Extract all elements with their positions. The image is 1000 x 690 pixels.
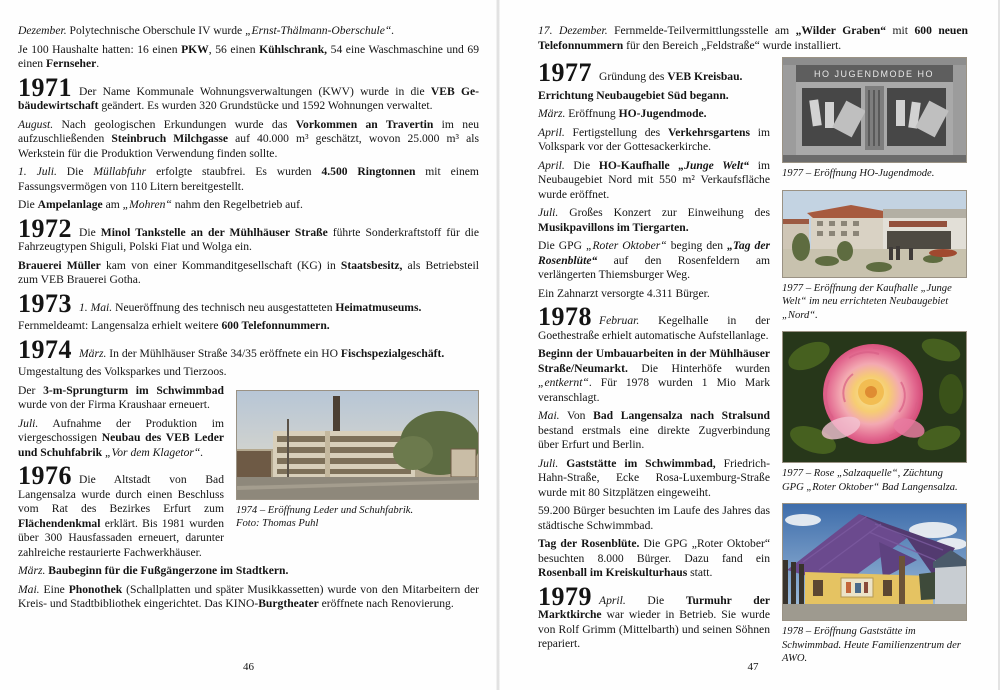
year-heading: 1971: [18, 72, 72, 102]
text-run: März.: [538, 107, 566, 120]
text-run: „Tag der Rosenblüte“: [538, 239, 771, 267]
paragraph: [18, 24, 479, 39]
paragraph: [538, 409, 770, 453]
text-run: für den Bereich „Feldstraße“ wurde installiert.: [623, 38, 842, 52]
text-run: Der: [18, 383, 44, 397]
text-run: .: [96, 57, 100, 70]
shop-sign-text: HO JUGENDMODE HO: [813, 69, 935, 79]
text-run: Die GPG: [538, 239, 587, 252]
page-number-left: 46: [243, 661, 254, 673]
year-paragraph: [18, 288, 479, 318]
text-run: auf 40.000 m³ geschätzt, wovon 25.000 m³ als Werkstein für die Produktion Verwendung finden sollte.: [18, 132, 479, 160]
text-run: Neubau des VEB Leder und Schuhfabrik: [18, 431, 224, 459]
text-run: 4.500 Ringtonnen: [321, 165, 416, 178]
right-page-photo-column: [782, 57, 967, 675]
text-run: April.: [538, 125, 565, 139]
factory-photo-illustration: [237, 391, 478, 499]
year-heading: 1974: [18, 334, 72, 364]
text-run: Fernmeldeamt: Langensalza erhielt weitere: [18, 319, 222, 332]
text-run: war wieder in Betrieb. Sie wurde von Rolf Grimm (Mittelbarth) und seinen Söhnen repariert.: [538, 608, 770, 650]
text-run: Mai.: [538, 409, 560, 422]
photo-block-rose: [782, 331, 967, 494]
text-run: Eröffnung: [565, 107, 619, 120]
text-run: Ein Zahnarzt versorgte 4.311 Bürger.: [538, 286, 710, 300]
text-run: Rosenball im Kreiskulturhaus: [538, 566, 688, 579]
paragraph: [538, 504, 770, 533]
kaufhalle-sign: [889, 221, 947, 227]
text-run: Nach geologischen Erkundungen wurde das: [53, 117, 296, 131]
text-run: Die Hinterhöfe wurden: [627, 361, 770, 375]
ground: [783, 604, 966, 620]
paragraph: [538, 107, 770, 122]
text-run: Flächendenkmal: [18, 516, 101, 530]
text-run: Der Name Kommunale Wohnungsverwaltungen (KWV) wurde in die: [79, 84, 431, 98]
year-paragraph: [18, 72, 479, 114]
text-run: März.: [18, 564, 46, 577]
text-run: Gründung des: [599, 70, 668, 83]
photo-block-ho-jugendmode: [782, 57, 967, 181]
text-run: Juli.: [538, 456, 559, 470]
text-run: 1. Mai.: [79, 300, 113, 314]
text-run: erfolgte staubfrei. Es wurden: [146, 165, 322, 178]
text-run: VEB Kreisbau.: [667, 70, 743, 83]
text-run: führte Sonderkraftstoff für die Fahrzeugtypen Shiguli, Polski Fiat und Wolga ein.: [18, 225, 479, 253]
year-heading: 1972: [18, 213, 72, 243]
text-run: Turmuhr der Marktkirche: [538, 593, 770, 621]
paragraph: [18, 583, 479, 612]
photo-block-gaststaette: [782, 503, 967, 666]
text-run: mit einem Fassungsvermögen von 110 Litern bereitgestellt.: [18, 165, 479, 193]
text-run: Kühlschrank,: [259, 42, 328, 56]
text-run: im Neubaugebiet Nord mit 550 m² Verkaufsfläche wurde eröffnet.: [538, 158, 770, 201]
text-run: Kegelhalle in der Goethestraße erhielt automatische Aufstellanlage.: [538, 314, 770, 342]
text-run: erklärt. Bis 1981 wurden über 300 Hausfassaden erneuert, darunter zahlreiche restaurierte Fachwerkhäuser.: [18, 516, 224, 559]
photo-gaststaette-schwimmbad: [782, 503, 967, 621]
text-run: Februar.: [599, 314, 640, 327]
paragraph: [538, 24, 968, 53]
text-run: HO-Jugendmode.: [618, 107, 707, 120]
text-run: März.: [79, 346, 107, 360]
text-run: Friedrich-Hahn-Straße, Ecke Rosa-Luxemburg-Straße wurde mit 80 Sitzplätzen eingeweiht.: [538, 456, 770, 499]
paragraph: [538, 159, 770, 203]
porch-post: [899, 556, 905, 604]
photo-kaufhalle-junge-welt: [782, 190, 967, 278]
paragraph: [18, 365, 479, 380]
left-page-bottom-paragraphs: [18, 564, 479, 612]
text-run: Von: [559, 409, 594, 422]
text-run: 600 Telefonnummern.: [221, 319, 330, 332]
text-run: Die: [564, 158, 599, 172]
year-heading: 1978: [538, 302, 592, 331]
text-run: April.: [599, 593, 626, 607]
text-run: 3-m-Sprungturm im Schwimmbad: [43, 383, 225, 397]
text-run: geändert. Es wurden 320 Grundstücke und 1592 Wohnungen verwaltet.: [98, 99, 433, 112]
storefront-photo-illustration: [783, 58, 966, 162]
text-run: Großes Konzert zur Einweihung des: [558, 206, 770, 219]
photo-caption: [236, 504, 479, 531]
text-run: bestand erstmals eine direkte Zugverbindung über Erfurt und Berlin.: [538, 423, 770, 451]
paragraph: [538, 287, 770, 302]
text-run: Die: [56, 165, 94, 178]
photo-block-kaufhalle: [782, 190, 967, 323]
rose-photo-illustration: [783, 332, 966, 462]
text-run: Beginn der Umbauarbeiten in der Mühlhäuser Straße/Neumarkt.: [538, 347, 770, 375]
paragraph: [538, 89, 770, 104]
year-heading: 1979: [538, 581, 592, 611]
text-run: Juli.: [18, 416, 39, 430]
text-run: 17. Dezember.: [538, 24, 608, 37]
text-run: kam von einer Kommanditgesellschaft (KG) in: [100, 258, 341, 272]
year-paragraph: [18, 334, 479, 364]
page-gutter: [496, 0, 500, 690]
caption-line: Foto: Thomas Puhl: [236, 518, 319, 529]
billboard: [451, 449, 476, 477]
paragraph: [18, 319, 479, 334]
right-page: [504, 0, 1000, 690]
paragraph: [18, 43, 479, 72]
text-run: Fernseher: [46, 57, 97, 70]
text-run: Musikpavillons im Tiergarten.: [538, 220, 689, 234]
text-run: 59.200 Bürger besuchten im Laufe des Jahres das städtische Schwimmbad.: [538, 504, 770, 532]
photo-ho-jugendmode: [782, 57, 967, 163]
photo-leder-schuhfabrik: [236, 390, 479, 500]
text-run: 54 eine Waschmaschine und 69 einen: [18, 42, 479, 70]
text-run: auf den Rosenfeldern am verlängerten Thiemsburger Weg.: [538, 253, 770, 281]
text-run: statt.: [687, 566, 713, 579]
text-run: Fertigstellung des: [564, 125, 668, 139]
text-run: Staatsbesitz,: [340, 258, 403, 272]
photo-block-leder-schuhfabrik: [236, 390, 479, 531]
text-run: Die GPG „Roter Oktober“ besuchten 8.000 Bürger. Dazu fand ein: [538, 537, 770, 565]
text-run: „Vor dem Klagetor“.: [105, 445, 204, 459]
year-paragraph: [538, 581, 770, 652]
text-run: Die: [18, 198, 38, 211]
year-heading: 1973: [18, 288, 72, 318]
window: [883, 580, 892, 596]
text-run: (Schallplatten und später Musikkassetten) wurde von den Mitarbeitern der Kreis- und Stadtbibliothek eingerichtet. Das KINO-: [18, 582, 479, 610]
year-paragraph: [538, 58, 770, 87]
text-run: PKW: [181, 42, 209, 56]
text-run: In der Mühlhäuser Straße 34/35 eröffnete ein HO: [106, 346, 341, 360]
text-run: 1. Juli.: [18, 165, 57, 178]
text-run: April.: [538, 158, 565, 172]
text-run: Die Altstadt von Bad Langensalza wurde durch einen Beschluss vom Rat des Bezirkes Erfurt zum: [18, 473, 224, 515]
text-run: Die: [79, 225, 101, 239]
text-run: Ampelanlage: [37, 198, 103, 211]
text-run: Polytechnische Oberschule IV wurde: [66, 24, 246, 37]
text-run: beging den: [666, 239, 728, 252]
text-run: Je 100 Haushalte hatten: 16 einen: [18, 42, 182, 56]
page-number-right: 47: [747, 661, 759, 673]
photo-caption: 1977 – Rose „Salzaquelle“, Züchtung GPG „Roter Oktober“ Bad Langensalza.: [782, 468, 958, 493]
text-run: Neueröffnung des technisch neu ausgestatteten: [112, 300, 336, 314]
text-run: Fernmelde-Teilvermittlungsstelle am: [607, 24, 796, 37]
text-run: wurde von der Firma Kraushaar erneuert.: [18, 398, 210, 411]
text-run: Eine: [39, 582, 69, 596]
paragraph: [18, 118, 479, 162]
paragraph: [538, 206, 770, 235]
text-run: Minol Tankstelle an der Mühlhäuser Straße: [100, 225, 328, 239]
text-run: August.: [18, 117, 54, 131]
right-page-columns: [538, 57, 968, 675]
text-run: VEB Gebäudewirtschaft: [18, 84, 479, 112]
photo-caption: 1977 – Eröffnung der Kaufhalle „Junge Welt“ im neu errichteten Neubaugebiet „Nord“.: [782, 282, 952, 321]
text-run: Umgestaltung des Volksparkes und Tierzoos.: [18, 365, 227, 378]
year-heading: 1977: [538, 58, 592, 87]
text-run: Steinbruch Milchgasse: [111, 132, 229, 145]
text-run: . Für 1978 wurden 1 Mio Mark veranschlagt.: [538, 376, 770, 404]
text-run: Errichtung Neubaugebiet Süd begann.: [538, 88, 729, 102]
gaststaette-photo-illustration: [783, 504, 966, 620]
paragraph: [18, 564, 479, 579]
text-run: „entkernt“: [538, 376, 589, 389]
photo-caption: 1978 – Eröffnung Gaststätte im Schwimmbad. Heute Familienzentrum der AWO.: [782, 626, 961, 664]
text-run: Vorkommen an Travertin: [295, 117, 434, 131]
text-run: , 56 einen: [208, 42, 260, 56]
paragraph: [18, 259, 479, 288]
text-run: im neu aufzuschließenden: [18, 117, 480, 145]
text-run: Aufnahme der Produktion im viergeschossigen: [18, 416, 224, 444]
left-page: [0, 0, 496, 690]
text-run: „Mohren“: [122, 198, 172, 211]
paragraph: [538, 126, 770, 155]
text-run: Fischspezialgeschäft.: [340, 346, 445, 360]
text-run: Tag der Rosenblüte.: [538, 537, 640, 550]
photo-rose-salzaquelle: [782, 331, 967, 463]
text-run: HO-Kaufhalle: [598, 158, 679, 172]
text-run: „Junge Welt“: [678, 158, 750, 172]
caption-line: 1974 – Eröffnung Leder und Schuhfabrik.: [236, 504, 414, 516]
year-heading: 1976: [18, 461, 72, 490]
right-page-text-column: [538, 57, 770, 675]
paragraph: [538, 537, 770, 581]
text-run: Juli.: [538, 206, 559, 219]
text-run: eröffnete nach Renovierung.: [318, 597, 454, 610]
year-paragraph: [18, 213, 479, 255]
text-run: Müllabfuhr: [93, 165, 147, 178]
text-run: 600 neuen Telefonnummern: [538, 24, 968, 52]
paragraph: [18, 198, 479, 213]
paragraph: [538, 457, 770, 501]
text-run: Brauerei Müller: [18, 258, 101, 272]
text-run: im Volkspark vor der Gottesackerkirche.: [538, 125, 770, 153]
text-run: am: [102, 198, 123, 211]
text-run: Die: [625, 593, 686, 607]
paragraph: [538, 347, 770, 405]
text-run: Phonothek: [68, 582, 123, 596]
text-run: „Ernst-Thälmann-Oberschule“.: [245, 24, 395, 37]
kaufhalle-photo-illustration: [783, 191, 966, 277]
text-run: Burgtheater: [258, 597, 319, 610]
text-run: als Betriebsteil zum VEB Brauerei Gotha.: [18, 258, 479, 286]
text-run: Mai.: [18, 582, 40, 596]
paragraph: [538, 239, 770, 283]
text-run: nahm den Regelbetrieb auf.: [171, 198, 303, 211]
lamp-post: [287, 419, 289, 479]
photo-caption: 1977 – Eröffnung HO-Jugendmode.: [782, 168, 935, 179]
text-run: „Wilder Graben“: [795, 24, 887, 37]
text-run: „Roter Oktober“: [586, 239, 667, 252]
text-run: mit: [886, 24, 915, 37]
right-page-top-paragraphs: [538, 24, 968, 53]
text-run: Dezember.: [18, 24, 67, 37]
text-run: Baubeginn für die Fußgängerzone im Stadtkern.: [48, 564, 289, 577]
left-page-top-paragraphs: [18, 24, 479, 380]
text-run: Heimatmuseums.: [335, 300, 422, 314]
paragraph: [18, 165, 479, 194]
text-run: Bad Langensalza nach Stralsund: [593, 409, 770, 422]
text-run: Gaststätte im Schwimmbad,: [566, 456, 716, 470]
window: [813, 580, 823, 596]
year-paragraph: [538, 302, 770, 343]
text-run: Verkehrsgartens: [667, 125, 750, 139]
